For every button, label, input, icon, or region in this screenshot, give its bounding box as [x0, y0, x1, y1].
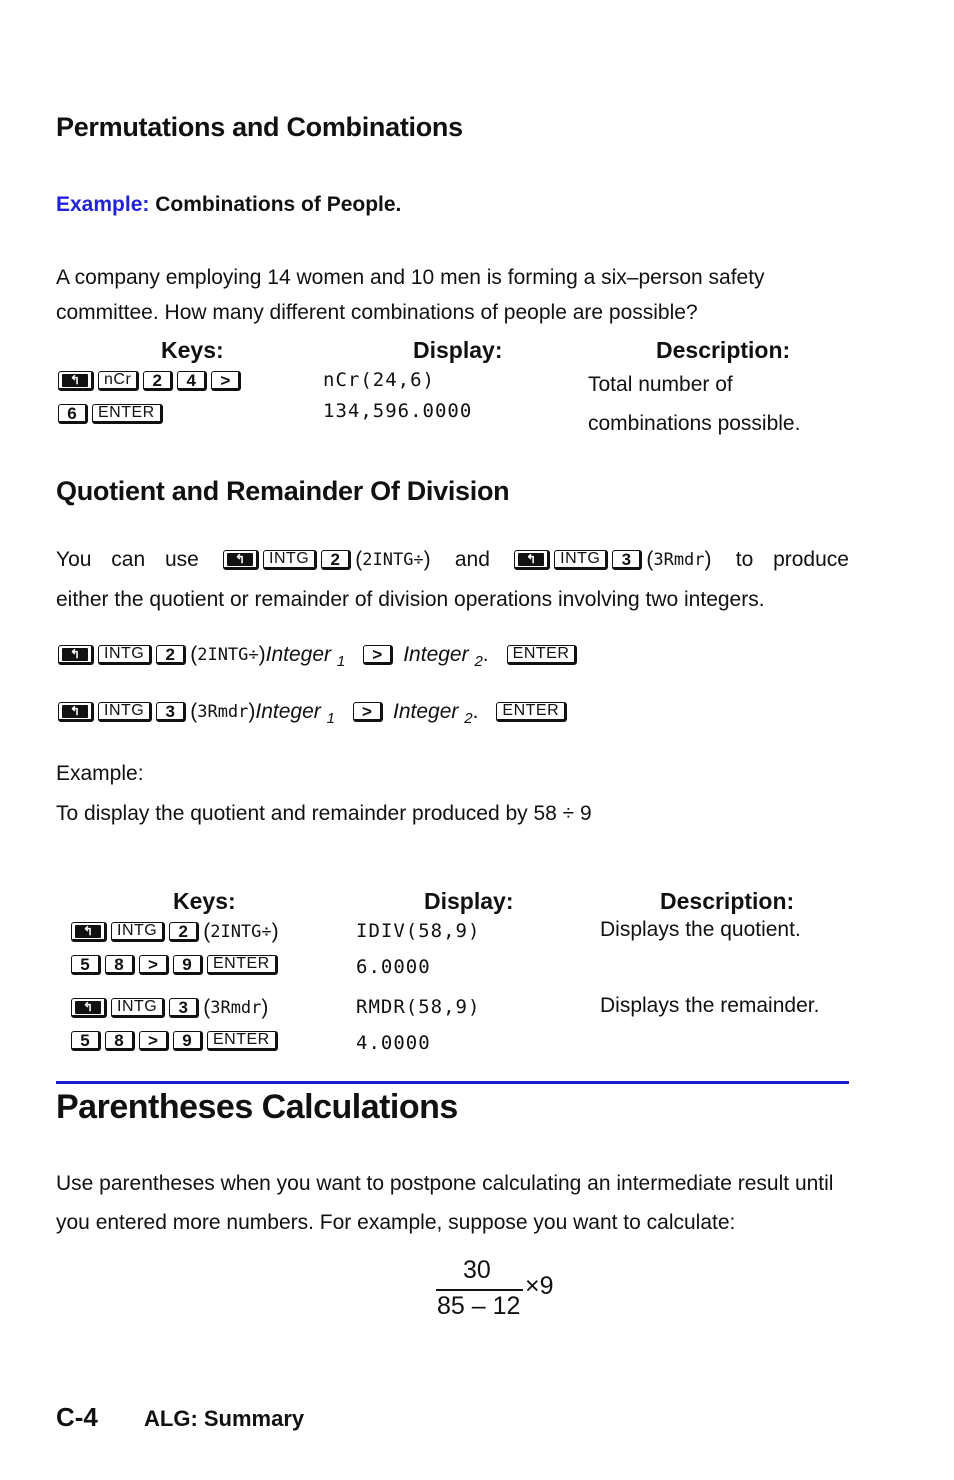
- softkey-intg: 2INTG÷: [197, 645, 259, 665]
- intro-and: and: [454, 548, 490, 571]
- intg-key: INTG: [111, 998, 165, 1018]
- softkey-intg: 2INTG÷: [210, 922, 272, 942]
- period: .: [482, 643, 489, 666]
- intro-to-produce: to produce: [735, 548, 849, 571]
- right-arrow-key: >: [363, 645, 393, 665]
- enter-key: ENTER: [507, 645, 578, 665]
- softkey-rmdr: 3Rmdr: [210, 998, 262, 1018]
- key-2: 2: [156, 645, 186, 665]
- shift-arrow-icon: ↰: [75, 1001, 101, 1014]
- example-text-2: To display the quotient and remainder produced by 58 ÷ 9: [56, 802, 592, 825]
- subscript-2: 2: [474, 652, 483, 670]
- left-shift-key: [223, 550, 259, 570]
- section-title-permutations: Permutations and Combinations: [56, 112, 463, 142]
- intg-quotient-sequence: [223, 548, 431, 572]
- fraction-numerator: 30: [463, 1256, 491, 1284]
- close-paren: ): [258, 643, 266, 666]
- col-keys: Keys:: [161, 337, 224, 363]
- left-shift-key: [71, 922, 107, 942]
- enter-key: ENTER: [207, 955, 278, 975]
- key-3: 3: [169, 998, 199, 1018]
- keys-row-1: [58, 371, 245, 391]
- subscript-2: 2: [464, 709, 473, 727]
- display-line-2: 134,596.0000: [323, 400, 473, 422]
- key-2: 2: [143, 371, 173, 391]
- intro-line-1: [56, 548, 849, 572]
- shift-arrow-icon: ↰: [75, 925, 101, 938]
- key-3: 3: [156, 702, 186, 722]
- left-shift-key: [514, 550, 550, 570]
- subscript-1: 1: [326, 709, 335, 727]
- left-shift-key: [58, 371, 94, 391]
- subscript-1: 1: [336, 652, 346, 670]
- keys-row-58-9-b: [71, 1031, 282, 1051]
- display-idiv: IDIV(58,9): [356, 920, 481, 942]
- left-shift-key: [58, 702, 94, 722]
- description-remainder: Displays the remainder.: [600, 994, 820, 1017]
- example-body: A company employing 14 women and 10 men is forming a six–person safety committee. How many different combinations of people are possible?: [56, 266, 765, 324]
- page-number: C-4: [56, 1402, 98, 1432]
- keys-row-rmdr: [71, 996, 268, 1020]
- integer-2-label: Integer: [403, 643, 469, 666]
- period: .: [472, 700, 479, 723]
- right-arrow-key: >: [139, 955, 169, 975]
- enter-key: ENTER: [207, 1031, 278, 1051]
- description-line-1: Total number of: [588, 373, 733, 396]
- display-rmdr: RMDR(58,9): [356, 996, 481, 1018]
- right-arrow-key: >: [353, 702, 383, 722]
- close-paren: ): [261, 996, 269, 1019]
- key-3: 3: [612, 550, 642, 570]
- integer-2-label: Integer: [392, 700, 459, 723]
- section-title-parentheses: Parentheses Calculations: [56, 1088, 458, 1126]
- key-5: 5: [71, 1031, 101, 1051]
- shift-arrow-icon: ↰: [62, 374, 88, 387]
- parentheses-body: Use parentheses when you want to postpone calculating an intermediate result until you entered more numbers. For example, suppose you want to calculate:: [56, 1172, 834, 1234]
- close-paren: ): [248, 700, 256, 723]
- section-title-quotient: Quotient and Remainder Of Division: [56, 476, 510, 506]
- display-quotient: 6.0000: [356, 956, 431, 978]
- right-arrow-key: >: [139, 1031, 169, 1051]
- syntax-quotient: [58, 643, 581, 670]
- description-line-2: combinations possible.: [588, 412, 801, 435]
- softkey-rmdr: 3Rmdr: [197, 702, 249, 722]
- integer-1-label: Integer: [255, 700, 321, 723]
- key-9: 9: [173, 1031, 203, 1051]
- enter-key: ENTER: [92, 404, 163, 424]
- intg-key: INTG: [263, 550, 317, 570]
- enter-key: ENTER: [496, 702, 567, 722]
- softkey-rmdr: 3Rmdr: [653, 550, 705, 570]
- keys-row-58-9-a: [71, 955, 282, 975]
- display-remainder: 4.0000: [356, 1032, 431, 1054]
- close-paren: ): [704, 548, 712, 571]
- integer-1-label: Integer: [265, 643, 332, 666]
- open-paren: (: [203, 996, 211, 1019]
- close-paren: ): [271, 920, 279, 943]
- intg-remainder-sequence: [514, 548, 711, 572]
- col-description: Description:: [660, 888, 795, 914]
- col-display: Display:: [413, 337, 503, 363]
- description-quotient: Displays the quotient.: [600, 918, 801, 941]
- key-2: 2: [169, 922, 199, 942]
- close-paren: ): [423, 548, 431, 571]
- chapter-title: ALG: Summary: [144, 1406, 305, 1431]
- col-keys: Keys:: [173, 888, 236, 914]
- key-6: 6: [58, 404, 88, 424]
- left-shift-key: [58, 645, 94, 665]
- example-title: Combinations of People.: [155, 193, 402, 216]
- softkey-intg: 2INTG÷: [362, 550, 424, 570]
- syntax-remainder: [58, 700, 571, 727]
- col-description: Description:: [656, 337, 791, 363]
- key-5: 5: [71, 955, 101, 975]
- key-9: 9: [173, 955, 203, 975]
- example-heading: [56, 193, 401, 217]
- display-line-1: nCr(24,6): [323, 369, 435, 391]
- fraction-denominator: 85 – 12: [437, 1292, 521, 1320]
- ncr-key: nCr: [98, 371, 139, 391]
- left-shift-key: [71, 998, 107, 1018]
- key-4: 4: [177, 371, 207, 391]
- shift-arrow-icon: ↰: [62, 648, 88, 661]
- intg-key: INTG: [98, 702, 152, 722]
- shift-arrow-icon: ↰: [227, 553, 253, 566]
- fraction-bar: [436, 1289, 523, 1291]
- intg-key: INTG: [554, 550, 608, 570]
- key-2: 2: [321, 550, 351, 570]
- open-paren: (: [646, 548, 654, 571]
- times-nine: ×9: [525, 1272, 554, 1300]
- shift-arrow-icon: ↰: [518, 553, 544, 566]
- key-8: 8: [105, 955, 135, 975]
- right-arrow-key: >: [211, 371, 241, 391]
- intro-you-can-use: You can use: [56, 548, 199, 571]
- intro-line-2: either the quotient or remainder of division operations involving two integers.: [56, 588, 765, 611]
- col-display: Display:: [424, 888, 514, 914]
- intg-key: INTG: [111, 922, 165, 942]
- open-paren: (: [190, 643, 198, 666]
- key-8: 8: [105, 1031, 135, 1051]
- open-paren: (: [203, 920, 211, 943]
- example-label: Example:: [56, 193, 150, 216]
- intg-key: INTG: [98, 645, 152, 665]
- example-label-2: Example:: [56, 762, 144, 785]
- keys-row-idiv: [71, 920, 279, 944]
- section-divider: [56, 1081, 849, 1084]
- open-paren: (: [190, 700, 198, 723]
- open-paren: (: [355, 548, 363, 571]
- shift-arrow-icon: ↰: [62, 705, 88, 718]
- keys-row-2: [58, 404, 167, 424]
